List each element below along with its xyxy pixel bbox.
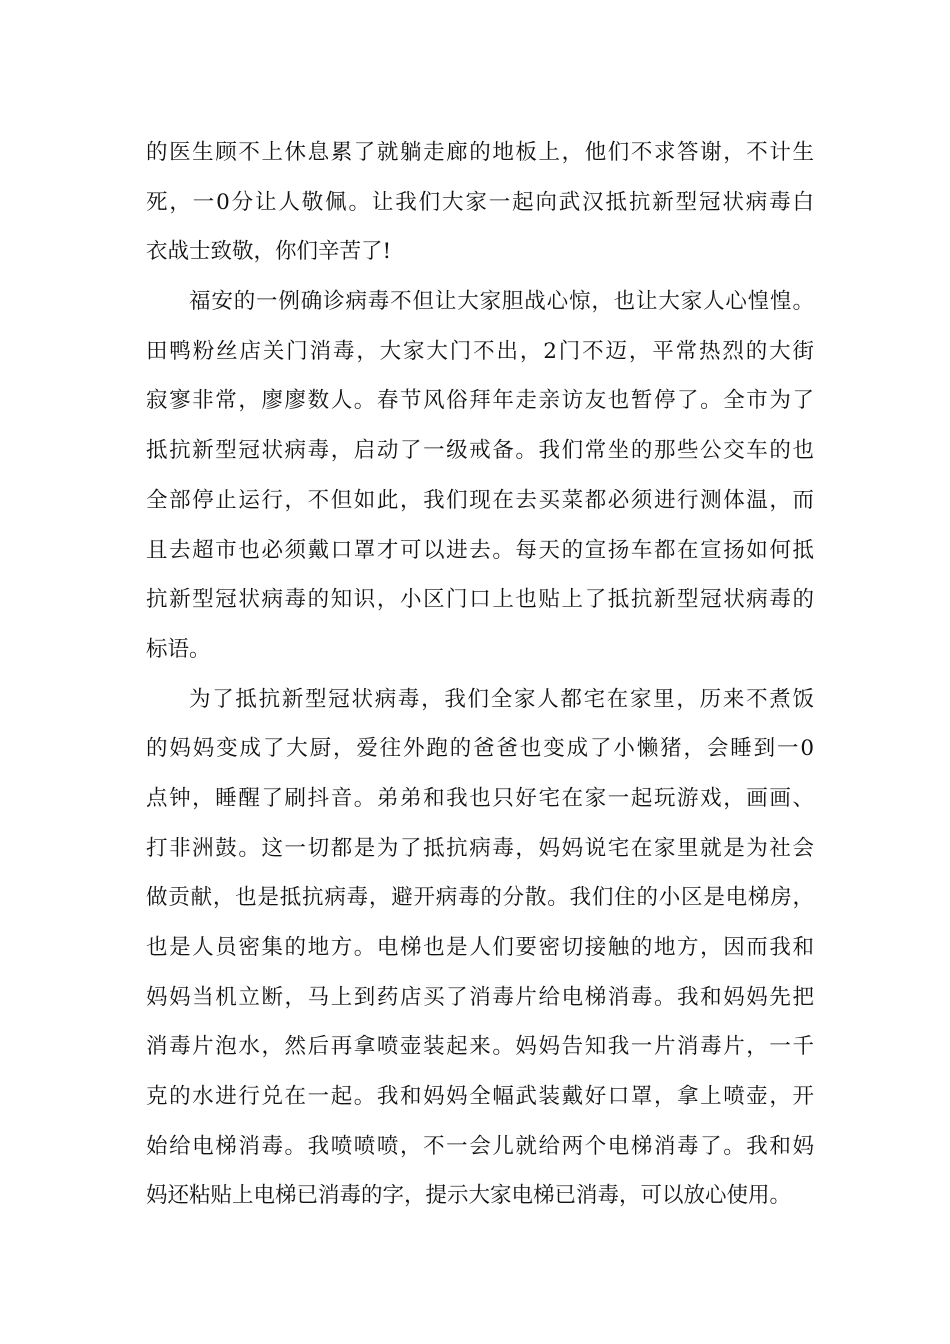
text-line: 做贡献，也是抵抗病毒，避开病毒的分散。我们住的小区是电梯房， [146, 885, 814, 911]
text-line: 克的水进行兑在一起。我和妈妈全幅武装戴好口罩，拿上喷壶，开 [146, 1084, 814, 1110]
paragraph-2 [146, 277, 814, 675]
text-line: 也是人员密集的地方。电梯也是人们要密切接触的地方，因而我和 [146, 935, 814, 960]
text-line: 福安的一例确诊病毒不但让大家胆战心惊，也让大家人心惶惶。 [189, 289, 814, 315]
text-line: 点钟，睡醒了刷抖音。弟弟和我也只好宅在家一起玩游戏，画画、 [146, 785, 814, 811]
text-line: 妈妈当机立断，马上到药店买了消毒片给电梯消毒。我和妈妈先把 [146, 984, 814, 1010]
paragraph-3 [146, 675, 814, 1222]
text-line: 田鸭粉丝店关门消毒，大家大门不出，2门不迈，平常热烈的大街 [146, 338, 814, 364]
text-line: 妈还粘贴上电梯已消毒的字，提示大家电梯已消毒，可以放心使用。 [146, 1183, 792, 1209]
text-line: 的医生顾不上休息累了就躺走廊的地板上，他们不求答谢，不计生 [146, 140, 814, 165]
text-line: 且去超市也必须戴口罩才可以进去。每天的宣扬车都在宣扬如何抵 [146, 537, 814, 563]
text-line: 的妈妈变成了大厨，爱往外跑的爸爸也变成了小懒猪，会睡到一0 [146, 736, 814, 762]
text-line: 抗新型冠状病毒的知识，小区门口上也贴上了抵抗新型冠状病毒的 [146, 587, 814, 613]
document-body [146, 128, 814, 1221]
text-line: 全部停止运行，不但如此，我们现在去买菜都必须进行测体温，而 [146, 487, 814, 513]
text-line: 死，一0分让人敬佩。让我们大家一起向武汉抵抗新型冠状病毒白 [146, 189, 814, 215]
text-line: 消毒片泡水，然后再拿喷壶装起来。妈妈告知我一片消毒片，一千 [146, 1034, 814, 1060]
paragraph-1 [146, 128, 814, 277]
text-line: 始给电梯消毒。我喷喷喷，不一会儿就给两个电梯消毒了。我和妈 [146, 1133, 814, 1159]
text-line: 标语。 [146, 636, 211, 662]
text-line: 抵抗新型冠状病毒，启动了一级戒备。我们常坐的那些公交车的也 [146, 438, 814, 464]
text-line: 寂寥非常，廖廖数人。春节风俗拜年走亲访友也暂停了。全市为了 [146, 388, 814, 414]
text-line: 为了抵抗新型冠状病毒，我们全家人都宅在家里，历来不煮饭 [189, 686, 814, 712]
text-line: 衣战士致敬，你们辛苦了! [146, 239, 392, 265]
text-line: 打非洲鼓。这一切都是为了抵抗病毒，妈妈说宅在家里就是为社会 [146, 835, 814, 861]
